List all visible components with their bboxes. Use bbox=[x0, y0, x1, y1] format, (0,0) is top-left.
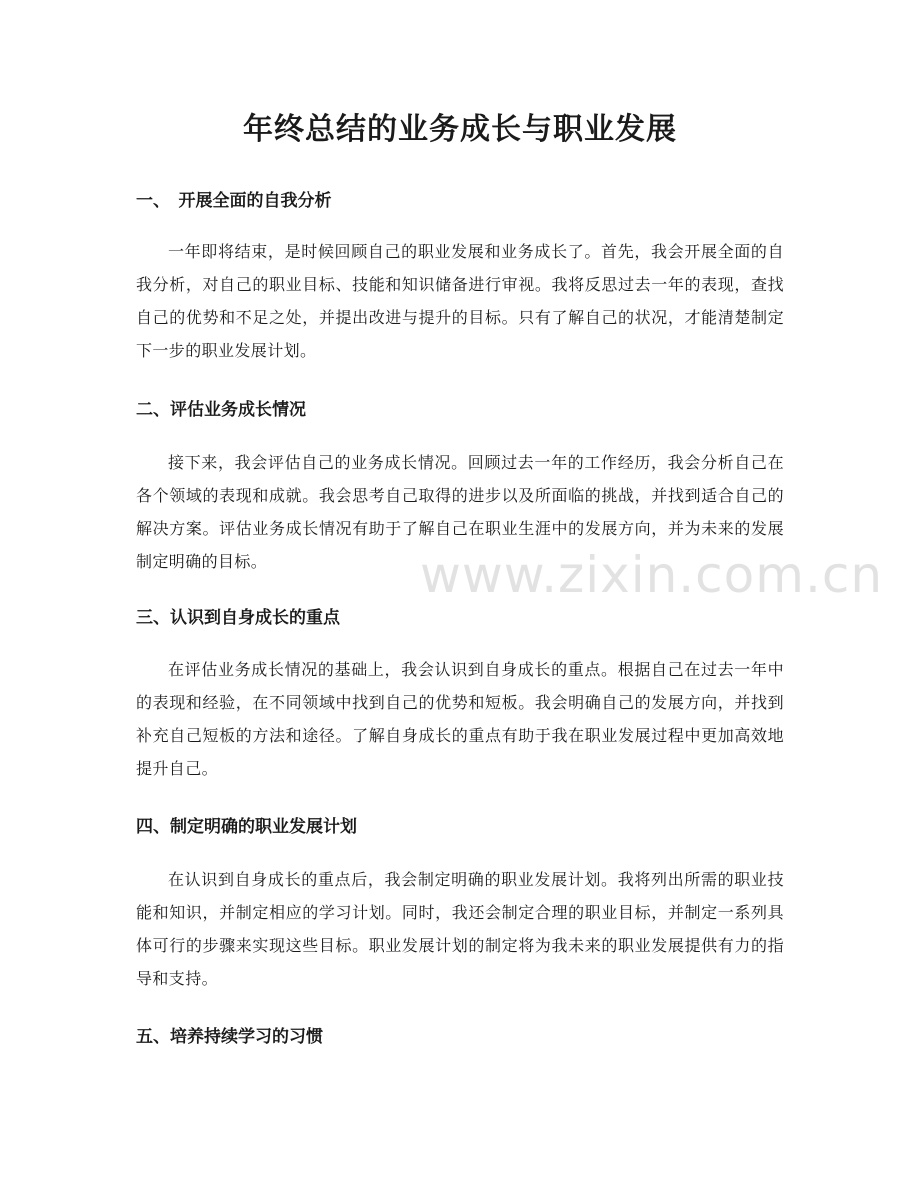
section-paragraph-2: 接下来，我会评估自己的业务成长情况。回顾过去一年的工作经历，我会分析自己在各个领域的表现和成就。我会思考自己取得的进步以及所面临的挑战，并找到适合自己的解决方案。评估业务成长情况有助于了解自己在职业生涯中的发展方向，并为未来的发展制定明确的目标。 bbox=[136, 453, 784, 571]
document-title: 年终总结的业务成长与职业发展 bbox=[243, 112, 677, 147]
section-paragraph-3: 在评估业务成长情况的基础上，我会认识到自身成长的重点。根据自己在过去一年中的表现和经验，在不同领域中找到自己的优势和短板。我会明确自己的发展方向，并找到补充自己短板的方法和途径。了解自身成长的重点有助于我在职业发展过程中更加高效地提升自己。 bbox=[136, 660, 784, 778]
watermark-text: www.zixin.com.cn bbox=[420, 546, 884, 604]
section-paragraph-4: 在认识到自身成长的重点后，我会制定明确的职业发展计划。我将列出所需的职业技能和知识，并制定相应的学习计划。同时，我还会制定合理的职业目标，并制定一系列具体可行的步骤来实现这些目标。职业发展计划的制定将为我未来的职业发展提供有力的指导和支持。 bbox=[136, 870, 784, 988]
section-heading-1: 一、 开展全面的自我分析 bbox=[136, 191, 332, 211]
section-heading-4: 四、制定明确的职业发展计划 bbox=[136, 817, 357, 837]
section-heading-3: 三、认识到自身成长的重点 bbox=[136, 608, 340, 628]
section-heading-2: 二、评估业务成长情况 bbox=[136, 400, 306, 420]
section-heading-5: 五、培养持续学习的习惯 bbox=[136, 1027, 323, 1047]
section-paragraph-1: 一年即将结束，是时候回顾自己的职业发展和业务成长了。首先，我会开展全面的自我分析，对自己的职业目标、技能和知识储备进行审视。我将反思过去一年的表现，查找自己的优势和不足之处，并提出改进与提升的目标。只有了解自己的状况，才能清楚制定下一步的职业发展计划。 bbox=[136, 242, 784, 360]
